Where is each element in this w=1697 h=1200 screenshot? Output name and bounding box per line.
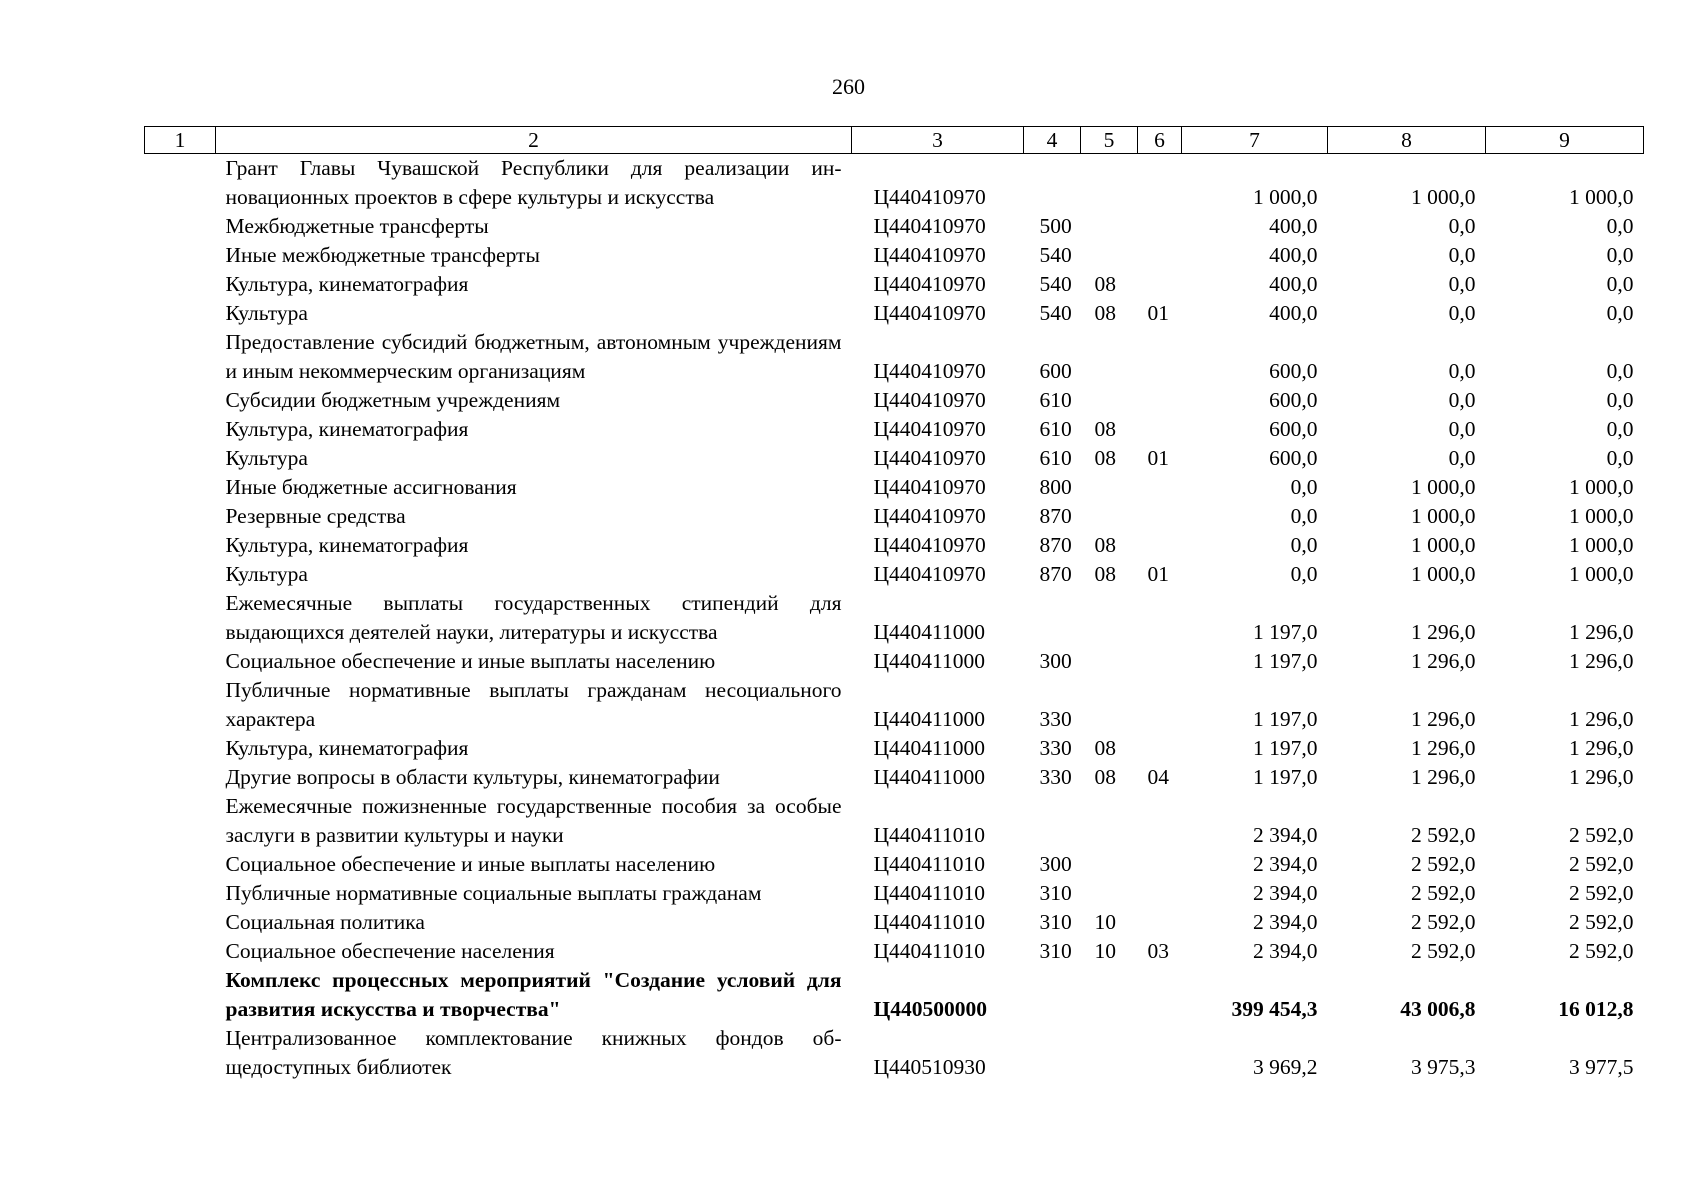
row-value-col8: 2 592,0 — [1411, 910, 1476, 934]
row-value-col8: 1 000,0 — [1411, 504, 1476, 528]
row-value-col7: 400,0 — [1269, 214, 1318, 238]
row-value-col9: 1 000,0 — [1569, 533, 1634, 557]
row-section — [1081, 241, 1138, 270]
row-subsection — [1138, 676, 1182, 734]
row-name: Иные бюджетные ассигнования — [225, 475, 517, 499]
row-expense-type: 800 — [1039, 475, 1072, 499]
row-value-col9: 2 592,0 — [1569, 881, 1634, 905]
row-section: 10 — [1094, 939, 1116, 963]
row-section: 10 — [1094, 910, 1116, 934]
row-value-col8: 0,0 — [1448, 301, 1476, 325]
row-value-col8: 3 975,3 — [1411, 1055, 1476, 1079]
empty-cell — [145, 937, 216, 966]
row-value-col7: 600,0 — [1269, 388, 1318, 412]
empty-cell — [145, 850, 216, 879]
row-code: Ц440410970 — [873, 272, 986, 296]
header-col-7: 7 — [1182, 127, 1328, 154]
row-name: Социальное обеспечение и иные выплаты населению — [225, 852, 716, 876]
row-value-col9: 0,0 — [1606, 417, 1634, 441]
empty-cell — [145, 502, 216, 531]
table-row — [145, 850, 1644, 879]
empty-cell — [145, 908, 216, 937]
row-value-col8: 0,0 — [1448, 417, 1476, 441]
row-value-col7: 600,0 — [1269, 446, 1318, 470]
row-value-col9: 1 296,0 — [1569, 765, 1634, 789]
empty-cell — [145, 415, 216, 444]
row-section — [1081, 676, 1138, 734]
row-expense-type: 870 — [1039, 562, 1072, 586]
row-value-col7: 1 197,0 — [1253, 736, 1318, 760]
row-value-col8: 1 000,0 — [1411, 475, 1476, 499]
row-subsection — [1138, 502, 1182, 531]
table-row — [145, 908, 1644, 937]
row-value-col7: 2 394,0 — [1253, 939, 1318, 963]
empty-cell — [145, 328, 216, 386]
row-expense-type: 600 — [1039, 359, 1072, 383]
row-value-col9: 0,0 — [1606, 446, 1634, 470]
row-subsection — [1138, 415, 1182, 444]
empty-cell — [145, 647, 216, 676]
row-code: Ц440410970 — [873, 446, 986, 470]
row-value-col9: 1 296,0 — [1569, 620, 1634, 644]
row-section: 08 — [1094, 533, 1116, 557]
row-value-col9: 1 296,0 — [1569, 736, 1634, 760]
row-subsection — [1138, 1024, 1182, 1082]
empty-cell — [145, 676, 216, 734]
row-code: Ц440411000 — [873, 649, 985, 673]
row-value-col9: 1 000,0 — [1569, 475, 1634, 499]
empty-cell — [145, 879, 216, 908]
row-code: Ц440410970 — [873, 243, 986, 267]
row-subsection — [1138, 328, 1182, 386]
row-section — [1081, 879, 1138, 908]
row-section — [1081, 212, 1138, 241]
row-subsection: 01 — [1147, 562, 1169, 586]
row-value-col7: 0,0 — [1290, 504, 1318, 528]
row-value-col8: 0,0 — [1448, 388, 1476, 412]
header-col-4: 4 — [1024, 127, 1081, 154]
row-name: Культура — [225, 301, 308, 325]
row-code: Ц440410970 — [873, 388, 986, 412]
empty-cell — [145, 386, 216, 415]
row-value-col7: 400,0 — [1269, 272, 1318, 296]
row-subsection: 03 — [1147, 939, 1169, 963]
row-code: Ц440411010 — [873, 910, 985, 934]
header-col-6: 6 — [1138, 127, 1182, 154]
table-row — [145, 502, 1644, 531]
table-row — [145, 473, 1644, 502]
row-name: Культура, кинематография — [225, 736, 469, 760]
row-value-col7: 0,0 — [1290, 533, 1318, 557]
row-value-col8: 2 592,0 — [1411, 881, 1476, 905]
row-code: Ц440411010 — [873, 939, 985, 963]
row-value-col8: 0,0 — [1448, 359, 1476, 383]
header-row — [145, 127, 1644, 154]
row-code: Ц440410970 — [873, 562, 986, 586]
row-name: Субсидии бюджетным учреждениям — [225, 388, 561, 412]
row-name: Ежемесячные выплаты государственных стипендий для выдающихся деятелей науки, литературы и искусства — [225, 591, 842, 644]
row-expense-type — [1024, 792, 1081, 850]
row-value-col8: 1 296,0 — [1411, 649, 1476, 673]
table-row — [145, 270, 1644, 299]
row-expense-type: 540 — [1039, 301, 1072, 325]
row-subsection: 01 — [1147, 301, 1169, 325]
row-value-col9: 16 012,8 — [1558, 997, 1634, 1021]
empty-cell — [145, 299, 216, 328]
empty-cell — [145, 241, 216, 270]
table-row — [145, 531, 1644, 560]
row-name: Культура, кинематография — [225, 272, 469, 296]
row-value-col8: 1 000,0 — [1411, 185, 1476, 209]
row-value-col7: 1 000,0 — [1253, 185, 1318, 209]
row-code: Ц440410970 — [873, 504, 986, 528]
row-code: Ц440411000 — [873, 765, 985, 789]
row-expense-type — [1024, 589, 1081, 647]
row-section — [1081, 386, 1138, 415]
row-section: 08 — [1094, 736, 1116, 760]
row-subsection — [1138, 270, 1182, 299]
table-row — [145, 647, 1644, 676]
table-row — [145, 937, 1644, 966]
empty-cell — [145, 154, 216, 213]
row-name: Резервные средства — [225, 504, 406, 528]
row-value-col8: 2 592,0 — [1411, 823, 1476, 847]
row-value-col8: 1 296,0 — [1411, 707, 1476, 731]
row-name: Публичные нормативные выплаты гражданам несоциального характера — [225, 678, 842, 731]
row-code: Ц440410970 — [873, 214, 986, 238]
row-value-col9: 0,0 — [1606, 272, 1634, 296]
row-value-col7: 1 197,0 — [1253, 765, 1318, 789]
row-value-col7: 600,0 — [1269, 359, 1318, 383]
row-value-col8: 1 296,0 — [1411, 736, 1476, 760]
row-section: 08 — [1094, 765, 1116, 789]
row-subsection — [1138, 850, 1182, 879]
empty-cell — [145, 792, 216, 850]
row-expense-type: 540 — [1039, 272, 1072, 296]
row-value-col7: 400,0 — [1269, 243, 1318, 267]
row-name: Комплекс процессных мероприятий "Создание условий для развития искусства и творчества" — [225, 968, 842, 1021]
row-expense-type: 310 — [1039, 939, 1072, 963]
header-col-3: 3 — [852, 127, 1024, 154]
row-value-col9: 2 592,0 — [1569, 939, 1634, 963]
row-code: Ц440410970 — [873, 185, 986, 209]
row-value-col8: 2 592,0 — [1411, 852, 1476, 876]
row-value-col7: 399 454,3 — [1231, 997, 1318, 1021]
empty-cell — [145, 212, 216, 241]
table-row — [145, 879, 1644, 908]
row-value-col9: 1 000,0 — [1569, 562, 1634, 586]
row-section — [1081, 154, 1138, 213]
table-row — [145, 734, 1644, 763]
row-value-col9: 0,0 — [1606, 243, 1634, 267]
row-code: Ц440410970 — [873, 359, 986, 383]
row-code: Ц440410970 — [873, 475, 986, 499]
row-code: Ц440510930 — [873, 1055, 986, 1079]
row-value-col7: 2 394,0 — [1253, 910, 1318, 934]
row-value-col8: 1 296,0 — [1411, 765, 1476, 789]
row-expense-type: 870 — [1039, 533, 1072, 557]
row-value-col7: 1 197,0 — [1253, 707, 1318, 731]
table-row — [145, 415, 1644, 444]
row-value-col7: 1 197,0 — [1253, 620, 1318, 644]
row-section — [1081, 647, 1138, 676]
row-value-col9: 2 592,0 — [1569, 823, 1634, 847]
row-expense-type: 540 — [1039, 243, 1072, 267]
table-body — [145, 154, 1644, 1083]
table-row — [145, 792, 1644, 850]
row-value-col7: 3 969,2 — [1253, 1055, 1318, 1079]
row-section — [1081, 792, 1138, 850]
table-row — [145, 386, 1644, 415]
row-expense-type — [1024, 966, 1081, 1024]
row-code: Ц440410970 — [873, 533, 986, 557]
empty-cell — [145, 966, 216, 1024]
row-code: Ц440411010 — [873, 823, 985, 847]
table-row — [145, 560, 1644, 589]
row-section: 08 — [1094, 417, 1116, 441]
row-expense-type: 300 — [1039, 649, 1072, 673]
row-value-col8: 0,0 — [1448, 446, 1476, 470]
budget-table — [144, 126, 1644, 1082]
row-value-col7: 2 394,0 — [1253, 823, 1318, 847]
row-expense-type: 870 — [1039, 504, 1072, 528]
row-value-col7: 400,0 — [1269, 301, 1318, 325]
row-value-col9: 1 296,0 — [1569, 649, 1634, 673]
row-name: Иные межбюджетные трансферты — [225, 243, 540, 267]
row-subsection — [1138, 386, 1182, 415]
row-value-col8: 1 000,0 — [1411, 533, 1476, 557]
empty-cell — [145, 763, 216, 792]
row-name: Культура — [225, 562, 308, 586]
row-value-col9: 1 000,0 — [1569, 185, 1634, 209]
row-code: Ц440411000 — [873, 620, 985, 644]
table-row — [145, 299, 1644, 328]
row-name: Социальная политика — [225, 910, 425, 934]
row-value-col8: 0,0 — [1448, 272, 1476, 296]
table-row — [145, 589, 1644, 647]
header-col-9: 9 — [1486, 127, 1644, 154]
row-name: Ежемесячные пожизненные государственные пособия за особые заслуги в развитии культуры и науки — [225, 794, 842, 847]
row-value-col8: 1 296,0 — [1411, 620, 1476, 644]
row-subsection: 01 — [1147, 446, 1169, 470]
row-section — [1081, 502, 1138, 531]
table-row — [145, 444, 1644, 473]
row-expense-type: 300 — [1039, 852, 1072, 876]
row-name: Культура, кинематография — [225, 533, 469, 557]
row-name: Культура — [225, 446, 308, 470]
row-section: 08 — [1094, 446, 1116, 470]
row-value-col7: 1 197,0 — [1253, 649, 1318, 673]
row-subsection — [1138, 792, 1182, 850]
table-row — [145, 676, 1644, 734]
row-value-col7: 2 394,0 — [1253, 881, 1318, 905]
row-name: Публичные нормативные социальные выплаты гражданам — [225, 881, 762, 905]
row-code: Ц440410970 — [873, 417, 986, 441]
row-subsection — [1138, 212, 1182, 241]
header-col-1: 1 — [145, 127, 216, 154]
row-code: Ц440410970 — [873, 301, 986, 325]
empty-cell — [145, 444, 216, 473]
row-value-col7: 2 394,0 — [1253, 852, 1318, 876]
row-subsection — [1138, 154, 1182, 213]
row-expense-type: 610 — [1039, 417, 1072, 441]
row-section: 08 — [1094, 562, 1116, 586]
row-expense-type: 330 — [1039, 736, 1072, 760]
header-col-8: 8 — [1328, 127, 1486, 154]
row-expense-type: 310 — [1039, 881, 1072, 905]
row-subsection — [1138, 908, 1182, 937]
row-value-col7: 0,0 — [1290, 562, 1318, 586]
table-row — [145, 212, 1644, 241]
row-expense-type: 310 — [1039, 910, 1072, 934]
row-expense-type: 330 — [1039, 765, 1072, 789]
row-value-col9: 0,0 — [1606, 359, 1634, 383]
row-expense-type: 500 — [1039, 214, 1072, 238]
row-name: Грант Главы Чувашской Республики для реализации инновационных проектов в сфере культуры и искусства — [225, 156, 842, 209]
row-expense-type: 610 — [1039, 446, 1072, 470]
row-value-col8: 43 006,8 — [1400, 997, 1476, 1021]
row-section: 08 — [1094, 272, 1116, 296]
row-value-col9: 1 296,0 — [1569, 707, 1634, 731]
empty-cell — [145, 589, 216, 647]
row-value-col9: 2 592,0 — [1569, 852, 1634, 876]
empty-cell — [145, 1024, 216, 1082]
table-row — [145, 966, 1644, 1024]
empty-cell — [145, 473, 216, 502]
row-name: Культура, кинематография — [225, 417, 469, 441]
row-section — [1081, 1024, 1138, 1082]
row-code: Ц440411000 — [873, 736, 985, 760]
row-subsection — [1138, 647, 1182, 676]
row-value-col9: 0,0 — [1606, 388, 1634, 412]
row-subsection — [1138, 473, 1182, 502]
row-value-col9: 2 592,0 — [1569, 910, 1634, 934]
page-number: 260 — [832, 74, 865, 99]
empty-cell — [145, 270, 216, 299]
row-subsection — [1138, 241, 1182, 270]
row-section — [1081, 328, 1138, 386]
row-value-col9: 0,0 — [1606, 301, 1634, 325]
row-value-col7: 600,0 — [1269, 417, 1318, 441]
row-value-col9: 3 977,5 — [1569, 1055, 1634, 1079]
row-value-col9: 1 000,0 — [1569, 504, 1634, 528]
row-expense-type: 330 — [1039, 707, 1072, 731]
empty-cell — [145, 734, 216, 763]
row-value-col8: 0,0 — [1448, 214, 1476, 238]
header-col-2: 2 — [216, 127, 852, 154]
row-subsection — [1138, 531, 1182, 560]
row-code: Ц440411010 — [873, 852, 985, 876]
row-value-col8: 2 592,0 — [1411, 939, 1476, 963]
row-code: Ц440411000 — [873, 707, 985, 731]
row-name: Социальное обеспечение населения — [225, 939, 555, 963]
row-name: Другие вопросы в области культуры, кинематографии — [225, 765, 720, 789]
empty-cell — [145, 560, 216, 589]
row-expense-type: 610 — [1039, 388, 1072, 412]
row-value-col8: 1 000,0 — [1411, 562, 1476, 586]
row-subsection: 04 — [1147, 765, 1169, 789]
empty-cell — [145, 531, 216, 560]
row-value-col7: 0,0 — [1290, 475, 1318, 499]
row-expense-type — [1024, 1024, 1081, 1082]
row-name: Предоставление субсидий бюджетным, автономным учреждениям и иным некоммерческим организациям — [225, 330, 842, 383]
table-row — [145, 1024, 1644, 1082]
row-section — [1081, 589, 1138, 647]
row-value-col9: 0,0 — [1606, 214, 1634, 238]
row-code: Ц440500000 — [873, 997, 987, 1021]
row-value-col8: 0,0 — [1448, 243, 1476, 267]
row-subsection — [1138, 589, 1182, 647]
row-code: Ц440411010 — [873, 881, 985, 905]
row-expense-type — [1024, 154, 1081, 213]
row-name: Межбюджетные трансферты — [225, 214, 489, 238]
row-name: Централизованное комплектование книжных фондов общедоступных библиотек — [225, 1026, 842, 1079]
table-row — [145, 328, 1644, 386]
row-section — [1081, 850, 1138, 879]
row-subsection — [1138, 879, 1182, 908]
row-section — [1081, 473, 1138, 502]
row-subsection — [1138, 966, 1182, 1024]
row-section — [1081, 966, 1138, 1024]
table-row — [145, 154, 1644, 213]
table-row — [145, 763, 1644, 792]
table-row — [145, 241, 1644, 270]
row-section: 08 — [1094, 301, 1116, 325]
row-subsection — [1138, 734, 1182, 763]
header-col-5: 5 — [1081, 127, 1138, 154]
row-name: Социальное обеспечение и иные выплаты населению — [225, 649, 716, 673]
